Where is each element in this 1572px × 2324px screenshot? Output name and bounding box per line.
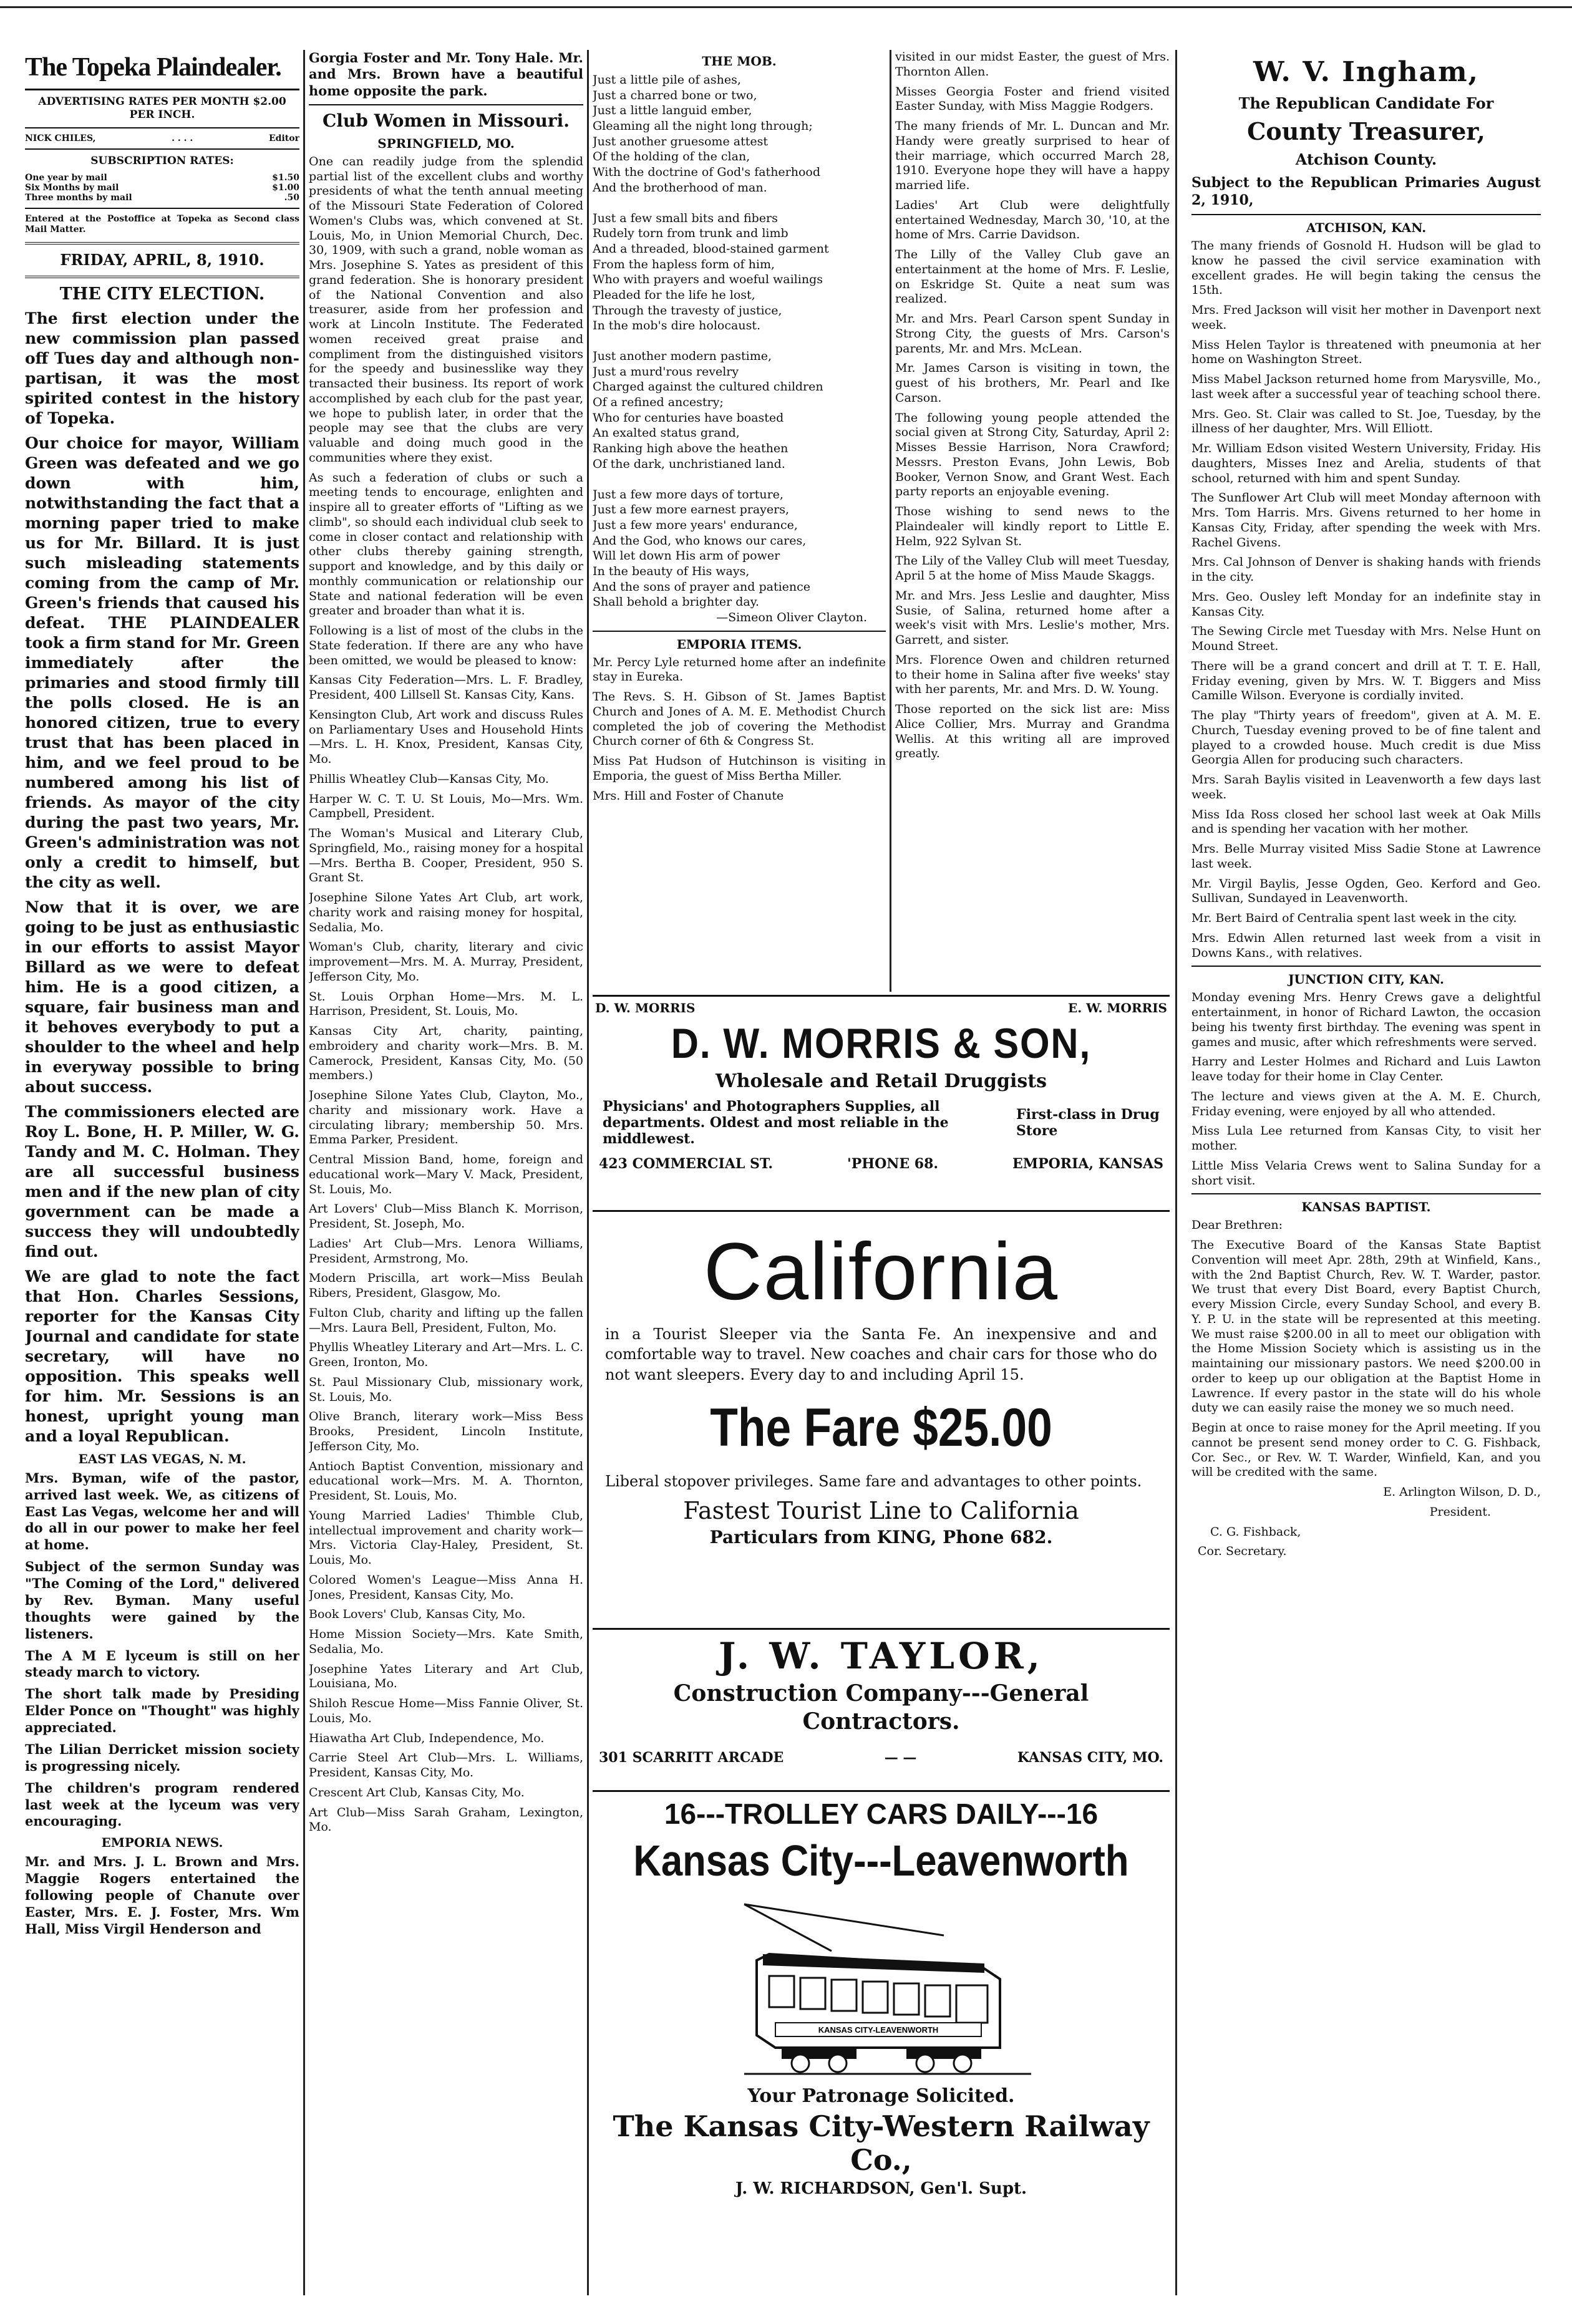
rate-label: Six Months by mail	[25, 182, 119, 193]
article-paragraph: Mr. and Mrs. J. L. Brown and Mrs. Maggie Rogers entertained the following people of Chanute over Easter, Mrs. E. J. Foster, Mrs. Wm Hall, Miss Virgil Henderson and	[25, 1854, 299, 1937]
trolley-car-illustration	[707, 1892, 1056, 2079]
poem-line: Who with prayers and woeful wailings	[593, 273, 823, 287]
emporia-items-heading: EMPORIA ITEMS.	[676, 636, 802, 652]
article-paragraph: visited in our midst Easter, the guest of Mrs. Thornton Allen.	[895, 50, 1170, 79]
baptist-greeting: Dear Brethren:	[1191, 1218, 1283, 1232]
article-paragraph: The children's program rendered last week at the lyceum was very encouraging.	[25, 1779, 299, 1829]
poem-line: An exalted status grand,	[593, 426, 740, 440]
candidate-name: W. V. Ingham,	[1253, 56, 1479, 88]
article-paragraph: The Sunflower Art Club will meet Monday afternoon with Mrs. Tom Harris. Mrs. Givens returned to her home in Kansas City, Friday, after spending the week with Mrs. Rachel Givens.	[1191, 491, 1541, 550]
rate-label: Three months by mail	[25, 192, 132, 203]
article-paragraph: The many friends of Gosnold H. Hudson will be glad to know he passed the civil service examination with excellent grades. He will begin taking the census the 15th.	[1191, 239, 1541, 298]
article-paragraph: Those wishing to send news to the Plaindealer will kindly report to Little E. Helm, 922 Sylvan St.	[895, 505, 1170, 548]
poem-line: Just a few more days of torture,	[593, 487, 784, 501]
taylor-address-row	[593, 1745, 1170, 1771]
taylor-ad	[593, 1628, 1170, 1789]
poem-line: And the brotherhood of man.	[593, 180, 767, 195]
article-paragraph: The short talk made by Presiding Elder Ponce on "Thought" was highly appreciated.	[25, 1686, 299, 1735]
taylor-dashes: — —	[884, 1750, 917, 1766]
top-border	[0, 0, 1572, 8]
stanza-break	[593, 472, 886, 487]
article-paragraph: Mrs. Florence Owen and children returned to their home in Salina after five weeks' stay with her parents, Mr. and Mrs. D. W. Young.	[895, 652, 1170, 697]
article-paragraph: Mr. William Edson visited Western University, Friday. His daughters, Misses Inez and Arelia, students of that school, returned with him and spent Sunday.	[1191, 442, 1541, 485]
column-rule	[1175, 50, 1177, 2295]
vegas-article	[25, 1470, 299, 1831]
club-entry: Phyllis Wheatley Literary and Art—Mrs. L. C. Green, Ironton, Mo.	[309, 1340, 583, 1369]
poem-line: From the hapless form of him,	[593, 257, 775, 271]
poem-line: Just a few small bits and fibers	[593, 211, 778, 225]
article-paragraph: Those reported on the sick list are: Miss Alice Collier, Mrs. Murray and Grandma Wellis. At this writing all are improved greatly.	[895, 702, 1170, 761]
article-paragraph: Monday evening Mrs. Henry Crews gave a delightful entertainment, in honor of Richard Lawton, the occasion being his twenty first birthday. The evening was spent in games and music, after which refreshments were served.	[1191, 990, 1541, 1049]
trolley-route: Kansas City---Leavenworth	[633, 1836, 1129, 1885]
column-3	[593, 50, 886, 989]
article-paragraph: Miss Helen Taylor is threatened with pneumonia at her home on Washington Street.	[1191, 337, 1541, 367]
club-entry: Fulton Club, charity and lifting up the fallen—Mrs. Laura Bell, President, Fulton, Mo.	[309, 1305, 583, 1335]
atchison-heading: ATCHISON, KAN.	[1306, 220, 1427, 235]
poem-line: And the sons of prayer and patience	[593, 579, 811, 594]
article-paragraph: Miss Ida Ross closed her school last week at Oak Mills and is spending her vacation with her mother.	[1191, 807, 1541, 836]
morris-subtitle: Wholesale and Retail Druggists	[715, 1070, 1047, 1092]
club-entry: Art Lovers' Club—Miss Blanch K. Morrison, President, St. Joseph, Mo.	[309, 1202, 583, 1231]
article-paragraph: Miss Lula Lee returned from Kansas City, to visit her mother.	[1191, 1124, 1541, 1153]
vegas-heading: EAST LAS VEGAS, N. M.	[78, 1451, 246, 1466]
club-entry: Josephine Yates Literary and Art Club, Louisiana, Mo.	[309, 1662, 583, 1691]
poem-line: Just a murd'rous revelry	[593, 364, 739, 379]
column-5	[1191, 50, 1541, 2295]
article-paragraph: Harry and Lester Holmes and Richard and Luis Lawton leave today for their home in Clay Center.	[1191, 1055, 1541, 1083]
article-paragraph: Mr. Virgil Baylis, Jesse Ogden, Geo. Kerford and Geo. Sullivan, Sundayed in Leavenworth.	[1191, 876, 1541, 906]
club-entry: Josephine Silone Yates Club, Clayton, Mo., charity and missionary work. Have a circulating library; membership 50. Mrs. Emma Parker, President.	[309, 1088, 583, 1147]
rate-label: One year by mail	[25, 172, 107, 183]
club-entry: St. Paul Missionary Club, missionary work, St. Louis, Mo.	[309, 1375, 583, 1404]
california-ad	[593, 1210, 1170, 1627]
poem-line: Will let down His arm of power	[593, 549, 780, 563]
article-paragraph: The Lilly of the Valley Club gave an entertainment at the home of Mrs. F. Leslie, on Eskridge St. Quite a neat sum was realized.	[895, 248, 1170, 306]
article-paragraph: The A M E lyceum is still on her steady march to victory.	[25, 1647, 299, 1680]
column-rule	[587, 50, 589, 2295]
editor-dots: . . . .	[172, 133, 193, 143]
newspaper-page	[25, 37, 1553, 2308]
morris-address-row	[593, 1151, 1170, 1177]
poem-line: Just a charred bone or two,	[593, 88, 757, 102]
article-paragraph: The commissioners elected are Roy L. Bone, H. P. Miller, W. G. Tandy and M. C. Holman. They are all successful business men and if the new plan of city government can be made a success they will undoubtedly find out.	[25, 1102, 299, 1261]
emporia-news-article	[25, 1854, 299, 1937]
article-paragraph: Mrs. Edwin Allen returned last week from a visit in Downs Kans., with relatives.	[1191, 931, 1541, 960]
article-paragraph: Following is a list of most of the clubs in the State federation. If there are any who have been omitted, we would be pleased to know:	[309, 624, 583, 667]
poem-line: Just a little pile of ashes,	[593, 73, 741, 87]
article-paragraph: Mr. Bert Baird of Centralia spent last week in the city.	[1191, 911, 1517, 925]
club-entry: Kensington Club, Art work and discuss Rules on Parliamentary Uses and Household Hints—Mrs. L. H. Knox, President, Kansas City, Mo.	[309, 707, 583, 766]
baptist-heading: KANSAS BAPTIST.	[1301, 1199, 1431, 1215]
article-paragraph: Now that it is over, we are going to be just as enthusiastic in our efforts to assist Mayor Billard as we were to defeat him. He is a good citizen, a square, fair business man and it behoves everybody to put a shoulder to the wheel and help in everyway possible to bring about success.	[25, 898, 299, 1096]
taylor-name: J. W. TAYLOR,	[718, 1635, 1044, 1677]
emporia-items-article	[593, 656, 886, 804]
poem-line: Rudely torn from trunk and limb	[593, 226, 788, 241]
poem-line: Through the travesty of justice,	[593, 303, 782, 317]
poem-line: Ranking high above the heathen	[593, 442, 788, 456]
morris-city: EMPORIA, KANSAS	[1012, 1156, 1163, 1172]
article-paragraph: Mrs. Fred Jackson will visit her mother in Davenport next week.	[1191, 303, 1541, 332]
superintendent-line: J. W. RICHARDSON, Gen'l. Supt.	[735, 2179, 1027, 2198]
emporia-news-heading: EMPORIA NEWS.	[101, 1835, 223, 1851]
rate-price: .50	[284, 192, 299, 203]
article-paragraph: Misses Georgia Foster and friend visited Easter Sunday, with Miss Maggie Rodgers.	[895, 84, 1170, 114]
editor-name: NICK CHILES,	[25, 133, 96, 143]
poem-line: Just a few more years' endurance,	[593, 518, 798, 532]
morris-desc-right: First-class in Drug Store	[1016, 1106, 1160, 1139]
poem-line: Shall behold a brighter day.	[593, 595, 759, 609]
club-entry: Harper W. C. T. U. St Louis, Mo—Mrs. Wm. Campbell, President.	[309, 792, 583, 821]
column-rule	[303, 50, 305, 2295]
article-paragraph: Mrs. Byman, wife of the pastor, arrived last week. We, as citizens of East Las Vegas, welcome her and will do all in our power to make her feel at home.	[25, 1469, 299, 1553]
fare-headline: The Fare $25.00	[710, 1398, 1052, 1458]
article-paragraph: Mrs. Geo. St. Clair was called to St. Joe, Tuesday, by the illness of her daughter, Mrs. Will Elliott.	[1191, 407, 1541, 436]
poem-line: In the beauty of His ways,	[593, 564, 750, 578]
railway-name: The Kansas City-Western Railway Co.,	[613, 2109, 1150, 2177]
signature-president: E. Arlington Wilson, D. D.,	[1383, 1485, 1541, 1499]
signature-secretary: C. G. Fishback,	[1210, 1524, 1301, 1539]
candidate-office: County Treasurer,	[1247, 117, 1485, 145]
taylor-address: 301 SCARRITT ARCADE	[599, 1750, 784, 1766]
club-entry: Antioch Baptist Convention, missionary and educational work—Mrs. M. A. Thornton, President, St. Louis, Mo.	[309, 1459, 583, 1503]
local-news	[895, 50, 1170, 762]
article-paragraph: Miss Mabel Jackson returned home from Marysville, Mo., last week after a successful year of teaching school there.	[1191, 372, 1541, 401]
baptist-article	[1191, 1218, 1541, 1559]
poem-line: Charged against the cultured children	[593, 380, 823, 394]
article-paragraph: Mr. Percy Lyle returned home after an indefinite stay in Eureka.	[593, 655, 886, 684]
candidate-party: The Republican Candidate For	[1238, 94, 1494, 112]
article-paragraph: As such a federation of clubs or such a meeting tends to encourage, enlighten and inspire all to greater efforts of "Lifting as we climb", so should each individual club seek to come in closer contact and relationship with other clubs thereby gaining strength, support and knowledge, and by this daily or monthly communication or relationship our State and national federation will be even greater and broader than what it is.	[309, 470, 583, 618]
article-paragraph: There will be a grand concert and drill at T. T. E. Hall, Friday evening, given by Mrs. W. T. Biggers and Miss Camille Wilson. Everyone is cordially invited.	[1191, 659, 1541, 703]
poem-line: With the doctrine of God's fatherhood	[593, 165, 821, 180]
morris-description	[593, 1095, 1170, 1151]
column-1	[25, 50, 299, 2295]
tram-side-label: KANSAS CITY-LEAVENWORTH	[818, 2025, 938, 2035]
club-entry: Central Mission Band, home, foreign and educational work—Mary V. Mack, President, St. Louis, Mo.	[309, 1153, 583, 1196]
election-article	[25, 309, 299, 1446]
article-paragraph: The play "Thirty years of freedom", given at A. M. E. Church, Tuesday evening proved to be of fine talent and played to a crowded house. Much credit is due Miss Georgia Allen for producing such characters.	[1191, 709, 1541, 767]
club-entry: St. Louis Orphan Home—Mrs. M. L. Harrison, President, St. Louis, Mo.	[309, 989, 583, 1019]
column-4	[895, 50, 1170, 989]
club-entry: Young Married Ladies' Thimble Club, intellectual improvement and charity work—Mrs. Victoria Clay-Haley, President, St. Louis, Mo.	[309, 1508, 583, 1567]
poem-line: Just a few more earnest prayers,	[593, 503, 790, 517]
clubs-article	[309, 155, 583, 1835]
fastest-line: Fastest Tourist Line to California	[683, 1496, 1079, 1524]
signature-secretary-title: Cor. Secretary.	[1198, 1544, 1287, 1559]
article-paragraph: The following young people attended the social given at Strong City, Saturday, April 2: Misses Bessie Harrison, Nora Crawford; Messrs. Preston Evans, John Lewis, Bob Booker, Vernon Snow, and Grant West. Each party reports an enjoyable evening.	[895, 410, 1170, 499]
junction-heading: JUNCTION CITY, KAN.	[1288, 972, 1444, 987]
stanza-break	[593, 196, 886, 211]
article-paragraph: The many friends of Mr. L. Duncan and Mr. Handy were greatly surprised to hear of their marriage, which occurred March 28, 1910. Everyone hope they will have a happy married life.	[895, 119, 1170, 192]
atchison-article	[1191, 239, 1541, 961]
poem-line: And a threaded, blood-stained garment	[593, 241, 829, 256]
morris-desc-left: Physicians' and Photographers Supplies, all departments. Oldest and most reliable in the middlewest.	[603, 1098, 949, 1147]
poem-line: Of a refined ancestry;	[593, 395, 724, 410]
issue-date: FRIDAY, APRIL, 8, 1910.	[60, 250, 264, 269]
article-paragraph: Begin at once to raise money for the April meeting. If you cannot be present send money order to C. G. Fishback, Cor. Sec., or Rev. W. T. Warder, Winfield, Kan, and you will be credited with the same.	[1191, 1421, 1541, 1479]
club-entry: Modern Priscilla, art work—Miss Beulah Ribers, President, Glasgow, Mo.	[309, 1271, 583, 1300]
article-paragraph: Mrs. Cal Johnson of Denver is shaking hands with friends in the city.	[1191, 555, 1541, 584]
advertising-rates: ADVERTISING RATES PER MONTH $2.00 PER INCH.	[38, 95, 286, 122]
entered-notice: Entered at the Postoffice at Topeka as Second class Mail Matter.	[25, 213, 299, 235]
article-paragraph: Mrs. Hill and Foster of Chanute	[593, 788, 784, 803]
article-paragraph: Little Miss Velaria Crews went to Salina Sunday for a short visit.	[1191, 1158, 1541, 1188]
club-entry: Phillis Wheatley Club—Kansas City, Mo.	[309, 772, 549, 786]
morris-names	[593, 997, 1170, 1019]
article-paragraph: The Sewing Circle met Tuesday with Mrs. Nelse Hunt on Mound Street.	[1191, 624, 1541, 653]
column-2	[309, 50, 583, 2295]
rate-row	[25, 173, 299, 183]
poem-line: Of the dark, unchristianed land.	[593, 457, 785, 471]
article-paragraph: Miss Pat Hudson of Hutchinson is visiting in Emporia, the guest of Miss Bertha Miller.	[593, 754, 886, 783]
rate-row	[25, 193, 299, 203]
poem-line: Just a little languid ember,	[593, 104, 752, 118]
article-paragraph: The Executive Board of the Kansas State Baptist Convention will meet Apr. 28th, 29th at Winfield, Kans., with the 2nd Baptist Church, Rev. W. T. Warder, pastor. We trust that every Dist Board, every Baptist Church, every Mission Circle, every Sunday School, and every B. Y. P. U. in the state will be represented at this meeting. We must raise $200.00 in all to meet our obligation with the Home Mission Society which is assisting us in the maintaining our missionary pastors. We need $200.00 in order to keep up our obligation at the Baptist Home in Lawrence. If every pastor in the state will do his whole duty we can easily raise the money we so much need.	[1191, 1238, 1541, 1415]
article-paragraph: The Revs. S. H. Gibson of St. James Baptist Church and Jones of A. M. E. Methodist Church completed the job of covering the Methodist Church corner of 6th & Congress St.	[593, 690, 886, 748]
article-paragraph: The lecture and views given at the A. M. E. Church, Friday evening, were enjoyed by all who attended.	[1191, 1089, 1541, 1118]
subscription-head: SUBSCRIPTION RATES:	[90, 154, 234, 167]
article-paragraph: Mr. James Carson is visiting in town, the guest of his brothers, Mr. Pearl and Ike Carson.	[895, 361, 1170, 405]
club-entry: Josephine Silone Yates Art Club, art work, charity work and raising money for hospital, Sedalia, Mo.	[309, 891, 583, 934]
stanza-break	[593, 334, 886, 349]
morris-title: D. W. MORRIS & SON,	[671, 1020, 1092, 1067]
article-paragraph: One can readily judge from the splendid partial list of the excellent clubs and worthy presidents of what the tenth annual meeting of the Missouri State Federation of Colored Women's Clubs was, which convened at St. Louis, Mo, in Union Memorial Church, Dec. 30, 1909, with such a grand, noble woman as Mrs. Josephine S. Yates as president of this grand federation. She is honorary president of the National Convention and also treasurer, aside from her profession and work at Lincoln Institute. The Federated women received great praise and compliment from the distinguished visitors for the speedy and businesslike way they transacted their business. Its report of work accomplished by each club for the past year, we hope to publish later, in order that the people may see that the clubs are very valuable and doing much good in the communities where they exist.	[309, 154, 583, 465]
morris-address: 423 COMMERCIAL ST.	[599, 1156, 774, 1172]
poem-line: Gleaming all the night long through;	[593, 119, 813, 133]
editor-label: Editor	[269, 133, 299, 143]
club-entry: Art Club—Miss Sarah Graham, Lexington, Mo.	[309, 1805, 583, 1834]
particulars-line: Particulars from KING, Phone 682.	[709, 1526, 1053, 1547]
california-description: in a Tourist Sleeper via the Santa Fe. An inexpensive and and comfortable way to travel. New coaches and chair cars for those who do not want sleepers. Every day to and including April 15.	[605, 1325, 1157, 1383]
junction-article	[1191, 990, 1541, 1188]
club-entry: Shiloh Rescue Home—Miss Fannie Oliver, St. Louis, Mo.	[309, 1697, 583, 1725]
article-paragraph: Mr. and Mrs. Pearl Carson spent Sunday in Strong City, the guests of Mrs. Carson's parents, Mr. and Mrs. McLean.	[895, 312, 1170, 356]
stopover-text: Liberal stopover privileges. Same fare and advantages to other points.	[605, 1473, 1142, 1491]
poem-line: Pleaded for the life he lost,	[593, 288, 755, 302]
clubs-heading: Club Women in Missouri.	[322, 110, 570, 131]
poem-line: In the mob's dire holocaust.	[593, 319, 760, 333]
article-paragraph: Ladies' Art Club were delightfully entertained Wednesday, March 30, '10, at the home of Mrs. Carrie Davidson.	[895, 198, 1170, 242]
election-heading: THE CITY ELECTION.	[59, 284, 265, 304]
club-entry: Colored Women's League—Miss Anna H. Jones, President, Kansas City, Mo.	[309, 1572, 583, 1602]
taylor-city: KANSAS CITY, MO.	[1017, 1750, 1163, 1766]
trolley-ad	[593, 1790, 1170, 2303]
article-paragraph: The Lily of the Valley Club will meet Tuesday, April 5 at the home of Miss Maude Skaggs.	[895, 554, 1170, 583]
club-entry: Kansas City Art, charity, painting, embroidery and charity work—Mrs. B. M. Camerock, President, Kansas City, Mo. (50 members.)	[309, 1024, 583, 1083]
article-paragraph: The first election under the new commission plan passed off Tues day and although non-partisan, it was the most spirited contest in the history of Topeka.	[25, 309, 299, 427]
article-paragraph: Our choice for mayor, William Green was defeated and we go down with him, notwithstanding the fact that a morning paper tried to make us for Mr. Billard. It is just such misleading statements coming from the camp of Mr. Green's friends that caused his defeat. THE PLAINDEALER took a firm stand for Mr. Green immediately after the primaries and stood firmly till the polls closed. He is an honored citizen, true to every trust that has been placed in him, and we feel proud to be numbered among his list of friends. As mayor of the city during the past two years, Mr. Green's administration was not only a credit to himself, but the city as well.	[25, 433, 299, 891]
rate-row	[25, 183, 299, 193]
signature-president-title: President.	[1429, 1504, 1491, 1519]
article-paragraph: We are glad to note the fact that Hon. Charles Sessions, reporter for the Kansas City Journal and candidate for state secretary, will have no opposition. This speaks well for him. Mr. Sessions is an honest, upright young man and a loyal Republican.	[25, 1267, 299, 1445]
article-paragraph: Subject of the sermon Sunday was "The Coming of the Lord," delivered by Rev. Byman. Many useful thoughts were gained by the listeners.	[25, 1559, 299, 1642]
club-entry: Crescent Art Club, Kansas City, Mo.	[309, 1785, 525, 1799]
morris-right-name: E. W. MORRIS	[1067, 1000, 1167, 1015]
springfield-dateline: SPRINGFIELD, MO.	[377, 135, 515, 151]
candidate-county: Atchison County.	[1295, 150, 1437, 168]
club-entry: Woman's Club, charity, literary and civic improvement—Mrs. M. A. Murray, President, Jefferson City, Mo.	[309, 940, 583, 984]
rate-price: $1.50	[272, 172, 299, 183]
morris-ad	[593, 995, 1170, 1209]
poem-line: Just another modern pastime,	[593, 349, 772, 363]
poem-body	[593, 72, 886, 626]
article-paragraph: Mrs. Belle Murray visited Miss Sadie Stone at Lawrence last week.	[1191, 842, 1541, 871]
morris-phone: 'PHONE 68.	[847, 1156, 939, 1172]
club-entry: Carrie Steel Art Club—Mrs. L. Williams, President, Kansas City, Mo.	[309, 1751, 583, 1779]
poem-title: THE MOB.	[702, 54, 777, 69]
article-paragraph: Mrs. Sarah Baylis visited in Leavenworth a few days last week.	[1191, 773, 1541, 801]
club-entry: Book Lovers' Club, Kansas City, Mo.	[309, 1607, 526, 1622]
trolley-headline: 16---TROLLEY CARS DAILY---16	[664, 1798, 1099, 1830]
article-paragraph: The Lilian Derricket mission society is progressing nicely.	[25, 1741, 299, 1774]
rate-price: $1.00	[272, 182, 299, 193]
club-entry: Olive Branch, literary work—Miss Bess Brooks, President, Lincoln Institute, Jefferson City, Mo.	[309, 1410, 583, 1453]
club-entry: Ladies' Art Club—Mrs. Lenora Williams, President, Armstrong, Mo.	[309, 1236, 583, 1266]
continued-paragraph: Gorgia Foster and Mr. Tony Hale. Mr. and Mrs. Brown have a beautiful home opposite the park.	[309, 50, 583, 99]
club-entry: Hiawatha Art Club, Independence, Mo.	[309, 1731, 545, 1745]
article-paragraph: Mrs. Geo. Ousley left Monday for an indefinite stay in Kansas City.	[1191, 589, 1541, 619]
masthead-title: The Topeka Plaindealer.	[25, 50, 299, 90]
poem-author: —Simeon Oliver Clayton.	[716, 611, 867, 624]
taylor-subtitle: Construction Company---General Contractors.	[673, 1680, 1089, 1735]
editor-line	[25, 133, 299, 143]
poem-line: Just another gruesome attest	[593, 134, 768, 148]
club-entry: The Woman's Musical and Literary Club, Springfield, Mo., raising money for a hospital—Mrs. Bertha B. Cooper, President, 950 S. Grant St.	[309, 826, 583, 885]
poem-line: And the God, who knows our cares,	[593, 533, 807, 548]
club-entry: Home Mission Society—Mrs. Kate Smith, Sedalia, Mo.	[309, 1627, 583, 1656]
morris-left-name: D. W. MORRIS	[595, 1000, 696, 1015]
california-title: California	[703, 1226, 1059, 1317]
poem-line: Who for centuries have boasted	[593, 410, 784, 425]
patronage-line: Your Patronage Solicited.	[747, 2085, 1015, 2107]
poem-line: Of the holding of the clan,	[593, 150, 750, 164]
candidate-subject: Subject to the Republican Primaries August 2, 1910,	[1191, 175, 1541, 208]
article-paragraph: Mr. and Mrs. Jess Leslie and daughter, Miss Susie, of Salina, returned home after a week's visit with Mrs. Leslie's mother, Mrs. Garrett, and sister.	[895, 588, 1170, 647]
club-entry: Kansas City Federation—Mrs. L. F. Bradley, President, 400 Lillsell St. Kansas City, Kans.	[309, 673, 583, 702]
column-rule	[890, 50, 891, 992]
